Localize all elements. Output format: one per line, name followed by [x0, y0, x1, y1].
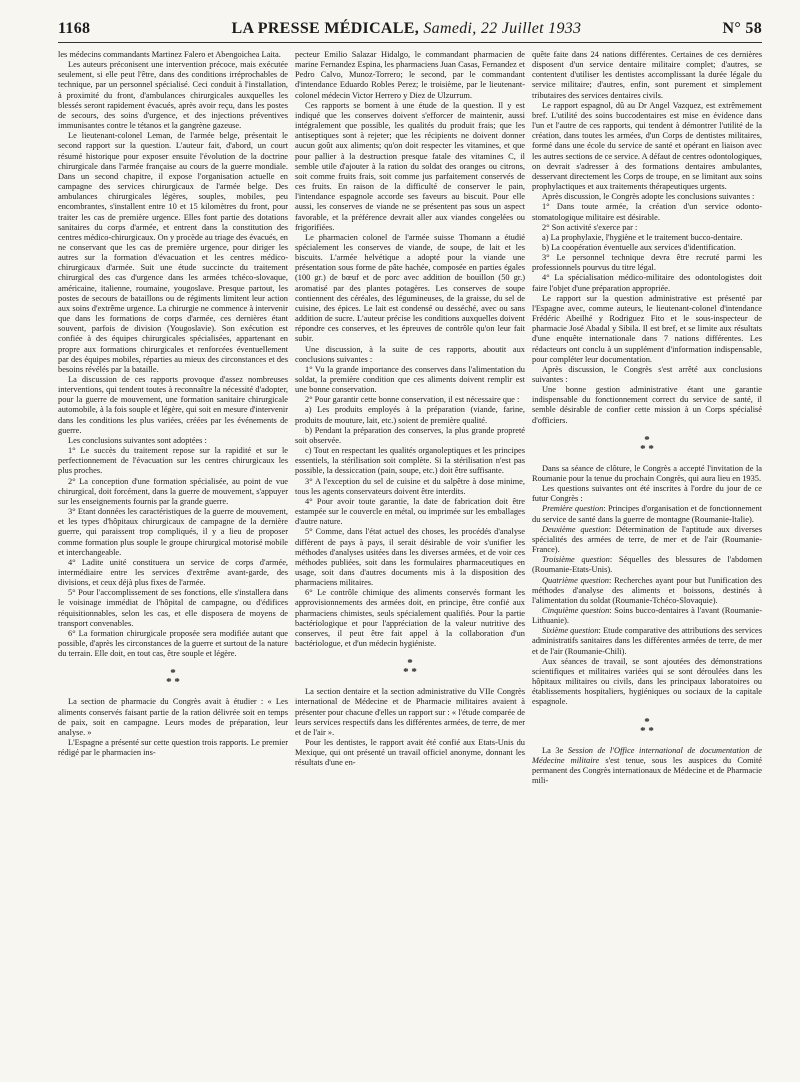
paragraph: Le lieutenant-colonel Leman, de l'armée belge, présentait le second rapport sur la question. L'auteur fait, d'abord, un court résumé historique pour exposer ensuite l'évolution de la doctrine chirurgicale dans l'armée française au cours de la guerre mondiale. Dans un second chapitre, il expose l'organisation actuelle en campagne des services chirurgicaux de l'armée belge. Des ambulances chirurgicales légères, souples, mobiles, peu encombrantes, s'installent entre 10 et 15 kilomètres du front, pour traiter les cas de première urgence. Elles font partie des dotations sanitaires du corps d'armée, et entrent dans la constitution des centres médico-chirurgicaux. On y procède au triage des évacués, en ne conservant que les cas de première urgence, pour diriger les autres sur la formation d'évacuation et les centres médico-chirurgicaux d'armée. Suit une étude succincte du traitement chirurgical des cas d'urgence dans les armées tchéco-slovaque, américaine, italienne, roumaine, yougoslave. Presque partout, les postes de secours de bataillons ou de régiments limitent leur action aux soins d'extrême urgence. La chirurgie ne commence à intervenir que dans les formations de corps d'armée, ces dernières étant souvent, parfois de division (Yougoslavie). Son exécution est confiée à des équipes chirurgicales spécialisées, appartenant en propre aux formations chirurgicales et renforcées éventuellement par des équipes mobiles, réparties au mieux des circonstances et des besoins révélés par la bataille.	[58, 131, 288, 374]
session-text: s'est tenue, sous les auspices du Comité permanent des Congrès internationaux de Médecine et de Pharmacie mili-	[532, 755, 762, 785]
question-label: Sixième question	[542, 626, 599, 636]
star-top: *	[644, 433, 650, 446]
journal-title-line	[232, 20, 582, 38]
paragraph: 2° Pour garantir cette bonne conservation, il est nécessaire que :	[305, 395, 520, 405]
paragraph: La section de pharmacie du Congrès avait à étudier : « Les aliments conservés faisant partie de la ration délivrée soit en temps de paix, soit en campagne. Leurs modes de préparation, leur analyse. »	[58, 697, 288, 737]
paragraph: 1° Dans toute armée, la création d'un service odonto-stomatologique militaire est désirable.	[532, 202, 762, 222]
paragraph: 2° Son activité s'exerce par :	[542, 222, 638, 232]
paragraph: Le rapport sur la question administrative est présenté par l'Espagne avec, comme auteurs, le lieutenant-colonel d'intendance Frédéric Abeilhé y Rodriguez Fito et le sous-inspecteur de pharmacie José Abadal y Sibila. Il est bref, et se limite aux résultats d'une enquête internationale dans 7 nations différentes. Les rédacteurs ont conclu à un supplément d'information indispensable, pour compléter leur documentation.	[532, 293, 762, 364]
paragraph: Le pharmacien colonel de l'armée suisse Thomann a étudié spécialement les conserves de viande, de soupe, de lait et les biscuits. L'armée helvétique a adopté pour la viande une présentation sous forme de pâte hachée, composée en parties égales (100 gr.) de bœuf et de porc avec addition de bouillon (50 gr.) aromatisé par des plantes potagères. Les conserves de soupe contiennent des céréales, des légumineuses, de la graisse, du sel de cuisine, des épices. Le lait est condensé ou desséché, avec ou sans addition de sucre. L'auteur précise les conditions auxquelles doivent répondre ces conserves, et les épreuves de contrôle qu'on leur fait subir.	[295, 232, 525, 344]
page-number: 1168	[58, 20, 91, 37]
star-top: *	[644, 715, 650, 728]
paragraph: Les auteurs préconisent une intervention précoce, mais exécutée seulement, si elle peut l'être, dans des conditions irréprochables de technique, par un personnel spécialisé. Ceci conduit à l'installation, à proximité du front, d'ambulances chirurgicales auxquelles les blessés seront rapidement évacués, après avoir reçu, dans les postes de secours, des soins d'urgence, et des injections préventives immunisantes contre le tétanos et la gangrène gazeuse.	[58, 60, 288, 131]
paragraph: a) La prophylaxie, l'hygiène et le traitement bucco-dentaire.	[542, 232, 743, 242]
question-label: Deuxième question	[542, 524, 609, 534]
agenda-item	[532, 525, 762, 555]
paragraph: La section dentaire et la section administrative du VIIe Congrès international de Médecine et de Pharmacie militaires avaient à présenter pour chacune d'elles un rapport sur : « l'étude comparée de leurs services respectifs dans les différentes armées, de terre, de mer et de l'air ».	[295, 687, 525, 737]
question-label: Cinquième question	[542, 605, 610, 615]
paragraph: Après discussion, le Congrès s'est arrêté aux conclusions suivantes :	[532, 364, 762, 384]
star-top: *	[407, 657, 413, 670]
star-top: *	[170, 667, 176, 680]
paragraph: 2° La conception d'une formation spécialisée, au point de vue chirurgical, doit forcément, dans la guerre de mouvement, s'appuyer sur les enseignements fournis par la grande guerre.	[58, 476, 288, 506]
agenda-item	[532, 606, 762, 626]
paragraph: Après discussion, le Congrès adopte les conclusions suivantes :	[542, 192, 755, 202]
paragraph: 3° Etant données les caractéristiques de la guerre de mouvement, et les types d'hôpitaux chirurgicaux de campagne de la dernière guerre, qui paraissent trop compliqués, il y a lieu de proposer comme formation plus souple le groupe chirurgical motorisé mobile et interchangeable.	[58, 507, 288, 557]
question-text: : Soins bucco-dentaires à l'avant (Roumanie-Lithuanie).	[532, 605, 762, 626]
paragraph: b) La coopération éventuelle aux services d'identification.	[542, 242, 736, 252]
paragraph: 4° La spécialisation médico-militaire des odontologistes doit faire l'objet d'une préparation appropriée.	[532, 273, 762, 293]
section-separator	[532, 715, 762, 737]
star-bottom: * *	[640, 724, 654, 737]
section-separator	[58, 669, 288, 687]
section-separator	[295, 659, 525, 677]
agenda-item	[532, 555, 762, 575]
paragraph: Les conclusions suivantes sont adoptées :	[68, 435, 207, 445]
paragraph: 4° Ladite unité constituera un service de corps d'armée, intermédiaire entre les services d'extrême avant-garde, des divisions, et ceux déjà plus fixes de l'armée.	[58, 557, 288, 588]
session-lead: La 3e	[542, 745, 568, 755]
paragraph: c) Tout en respectant les qualités organoleptiques et les principes essentiels, la stérilisation soit complète. Si la stérilisation n'est pas possible, la dessiccation (pain, soupe, etc.) doit être suffisante.	[295, 446, 525, 476]
column-3	[532, 50, 762, 1070]
question-text: : Détermination de l'aptitude aux diverses spécialités des armées de terre, de mer et de l'air (Roumanie-France).	[532, 524, 762, 555]
paragraph: Une discussion, à la suite de ces rapports, aboutit aux conclusions suivantes :	[295, 344, 525, 364]
agenda-item	[532, 626, 762, 656]
paragraph: Aux séances de travail, se sont ajoutées des démonstrations scientifiques et militaires variées qui se sont déroulées dans les hôpitaux militaires ou civils, dans les principaux laboratoires ou établissements hospitaliers, hygiéniques ou sociaux de la capitale espagnole.	[532, 656, 762, 707]
star-bottom: * *	[166, 676, 180, 689]
paragraph: Une bonne gestion administrative étant une garantie indispensable du fonctionnement correct du service de santé, il semble désirable de confier cette mission à un Corps spécialisé d'officiers.	[532, 385, 762, 425]
paragraph: 3° A l'exception du sel de cuisine et du salpêtre à dose minime, tous les agents conservateurs doivent être interdits.	[295, 476, 525, 496]
paragraph: Dans sa séance de clôture, le Congrès a accepté l'invitation de la Roumanie pour la tenue du prochain Congrès, qui aura lieu en 1935.	[532, 463, 762, 483]
question-label: Quatrième question	[542, 575, 609, 585]
paragraph: Pour les dentistes, le rapport avait été confié aux Etats-Unis du Mexique, qui ont présenté un travail officiel anonyme, donnant les résultats d'une en-	[295, 738, 525, 768]
paragraph: les médecins commandants Martinez Falero et Abengoichea Laita.	[58, 50, 281, 59]
agenda-item	[532, 576, 762, 606]
page-header	[58, 20, 762, 42]
question-label: Troisième question	[542, 555, 610, 565]
paragraph: 6° La formation chirurgicale proposée sera modifiée autant que possible, d'après les circonstances de la guerre et surtout de la nature du terrain. Elle doit, en tout cas, être souple et légère.	[58, 628, 288, 659]
agenda-item	[532, 504, 762, 524]
paragraph: Les questions suivantes ont été inscrites à l'ordre du jour de ce futur Congrès :	[532, 484, 762, 504]
question-text: : Séquelles des blessures de l'abdomen (Roumanie-Etats-Unis).	[532, 555, 762, 575]
paragraph: Le rapport espagnol, dû au Dr Angel Vazquez, est extrêmement bref. L'utilité des soins buccodentaires est mise en évidence dans l'un et l'autre de ces rapports, qui tendent à démontrer l'utilité de la création, dans toutes les armées, d'un Corps de dentistes militaires, formé dans une école du service de santé et opérant en liaison avec les autres sections de ce service. A défaut de centres odontologiques, on devrait s'adresser à des formations dentaires ambulantes, desservant directement les Corps de troupe, en se limitant aux soins prophylactiques et aux traitements thérapeutiques urgents.	[532, 100, 762, 192]
paragraph: quête faite dans 24 nations différentes. Certaines de ces dernières disposent d'un service dentaire militaire complet; d'autres, se contentent d'utiliser les dentistes accomplissant la durée légale du service militaire; d'autres, enfin, sont purement et simplement tributaires des services dentaires civils.	[532, 50, 762, 100]
column-1	[58, 50, 288, 1070]
question-text: : Principes d'organisation et de fonctionnement du service de santé dans la guerre de montagne (Roumanie-Italie).	[532, 504, 762, 524]
issue-date: Samedi, 22 Juillet 1933	[423, 20, 582, 37]
paragraph: 1° Le succès du traitement repose sur la rapidité et sur le perfectionnement de l'évacuation sur les centres chirurgicaux les plus proches.	[58, 446, 288, 476]
header-rule	[58, 42, 762, 43]
session-title: Session de l'Office international de documentation de Médecine militaire	[532, 745, 762, 765]
paragraph: La discussion de ces rapports provoque d'assez nombreuses interventions, qui tendent toutes à reconnaître la nécessité d'adopter, pour la guerre de mouvement, une formation sanitaire chirurgicale automobile, à la fois souple et légère, qui soit en mesure d'intervenir dans les conditions les plus variées, créées par les événements de guerre.	[58, 375, 288, 435]
paragraph: 1° Vu la grande importance des conserves dans l'alimentation du soldat, la première condition que ces aliments doivent remplir est une bonne conservation.	[295, 364, 525, 395]
issue-number: N° 58	[722, 20, 762, 37]
paragraph: pecteur Emilio Salazar Hidalgo, le commandant pharmacien de marine Fernandez Espina, les pharmaciens Juan Casas, Fernandez et Pedro Calvo, Munoz-Torrero; le second, par le commandant d'intendance Eduardo Robles Perez; le troisième, par le lieutenant-colonel médecin Victor Herrero y Diez de Ulzurrum.	[295, 50, 525, 100]
section-separator	[532, 433, 762, 455]
column-2	[295, 50, 525, 1070]
journal-name: LA PRESSE MÉDICALE,	[231, 20, 420, 37]
star-bottom: * *	[403, 666, 417, 679]
star-bottom: * *	[640, 442, 654, 455]
paragraph: a) Les produits employés à la préparation (viande, farine, produits de mouture, lait, etc.) soient de première qualité.	[295, 405, 525, 425]
paragraph: 3° Le personnel technique devra être recruté parmi les professionnels pourvus du titre légal.	[532, 253, 762, 273]
question-label: Première question	[542, 504, 604, 514]
paragraph	[532, 746, 762, 787]
question-text: : Etude comparative des attributions des services administratifs sanitaires dans les différentes armées de terre, de mer et de l'air (Roumanie-Chili).	[532, 626, 762, 656]
paragraph: 4° Pour avoir toute garantie, la date de fabrication doit être estampée sur le couvercle en métal, ou imprimée sur les emballages d'autre nature.	[295, 496, 525, 527]
question-text: : Recherches ayant pour but l'unification des méthodes d'analyse des aliments et boissons, destinés à l'alimentation du soldat (Roumanie-Tchéco-Slovaquie).	[532, 575, 762, 605]
paragraph: b) Pendant la préparation des conserves, la plus grande propreté soit observée.	[295, 425, 525, 445]
paragraph: 5° Comme, dans l'état actuel des choses, les procédés d'analyse diffèrent de pays à pays, il serait désirable de voir s'unifier les méthodes d'analyses usitées dans les diverses armées, et de voir ces méthodes publiées, soit dans les formulaires pharmaceutiques en usage, soit dans d'autres documents mis à la disposition des pharmaciens militaires.	[295, 527, 525, 588]
paragraph: Ces rapports se bornent à une étude de la question. Il y est indiqué que les conserves doivent s'efforcer de maintenir, aussi intégralement que possible, les qualités du produit frais; que les antiseptiques sont à rejeter; que les récipients ne doivent donner aucun goût aux aliments; qu'on doit respecter les vitamines, et que pour pallier à la destruction presque fatale des vitamines C, il semble utile d'ajouter à la ration du soldat des oranges ou citrons, soit comme fruits frais, soit comme jus parfaitement conservés de ces fruits. En raison de la difficulté de conserver le pain, l'intendance espagnole accorde ses faveurs au biscuit. Pour elle aussi, les conserves de viande ne se présentent pas sous un aspect favorable, et la préférence devrait aller aux viandes congelées ou frigorifiées.	[295, 100, 525, 232]
paragraph: L'Espagne a présenté sur cette question trois rapports. Le premier rédigé par le pharmacien ins-	[58, 738, 288, 758]
paragraph: 6° Le contrôle chimique des aliments conservés formant les approvisionnements des armées doit, en principe, être confié aux pharmaciens chimistes, seuls spécialement qualifiés. Pour la partie bactériologique et pour l'appréciation de la valeur nutritive des conserves, il peut être fait appel à la collaboration d'un bactériologue, et d'un médecin hygiéniste.	[295, 588, 525, 649]
paragraph: 5° Pour l'accomplissement de ses fonctions, elle s'installera dans le voisinage immédiat de l'hôpital de campagne, ou d'édifices réquisitionnables, selon les cas, et elle disposera de moyens de transport convenables.	[58, 588, 288, 628]
